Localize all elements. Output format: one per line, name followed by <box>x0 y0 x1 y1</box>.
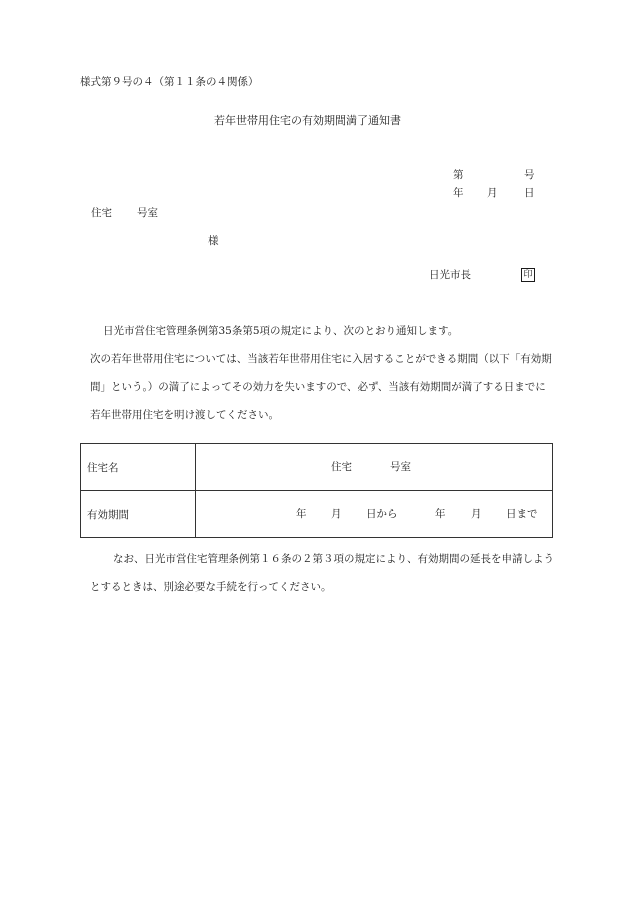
housing-name-room: 号室 <box>390 461 411 473</box>
body-paragraph-1: 日光市営住宅管理条例第35条第5項の規定により、次のとおり通知します。 <box>103 325 459 337</box>
valid-from-year: 年 <box>296 508 307 520</box>
housing-name-label: 住宅名 <box>81 444 196 491</box>
date-day: 日 <box>524 187 535 199</box>
addressee-housing: 住宅 <box>91 207 112 219</box>
valid-to-year: 年 <box>435 508 446 520</box>
valid-period-label: 有効期間 <box>81 491 196 538</box>
valid-from-month: 月 <box>331 508 342 520</box>
addressee-room: 号室 <box>137 207 158 219</box>
document-title: 若年世帯用住宅の有効期間満了通知書 <box>214 114 401 127</box>
form-number: 様式第９号の４（第１１条の４関係） <box>80 76 259 88</box>
table-row <box>81 444 553 491</box>
body-paragraph-2: 次の若年世帯用住宅については、当該若年世帯用住宅に入居することができる期間（以下「有効期間」という。）の満了によってその効力を失いますので、必ず、当該有効期間が満了する日までに若年世帯用住宅を明け渡してください。 <box>90 353 552 421</box>
date-month: 月 <box>487 187 498 199</box>
footer-paragraph: なお、日光市営住宅管理条例第１６条の２第３項の規定により、有効期間の延長を申請しようとするときは、別途必要な手続を行ってください。 <box>90 553 554 593</box>
table-row <box>81 491 553 538</box>
date-year: 年 <box>453 187 464 199</box>
housing-name-housing: 住宅 <box>331 461 352 473</box>
addressee-honorific: 様 <box>208 235 219 247</box>
housing-name-value <box>196 444 553 491</box>
info-table <box>80 443 553 538</box>
document-number-prefix: 第 <box>453 169 464 181</box>
document-number-suffix: 号 <box>524 169 535 181</box>
seal-mark: 印 <box>521 268 535 282</box>
valid-to-month: 月 <box>471 508 482 520</box>
valid-period-value <box>196 491 553 538</box>
sender-name: 日光市長 <box>429 269 471 281</box>
valid-from-day: 日から <box>366 508 398 520</box>
valid-to-day: 日まで <box>506 508 538 520</box>
